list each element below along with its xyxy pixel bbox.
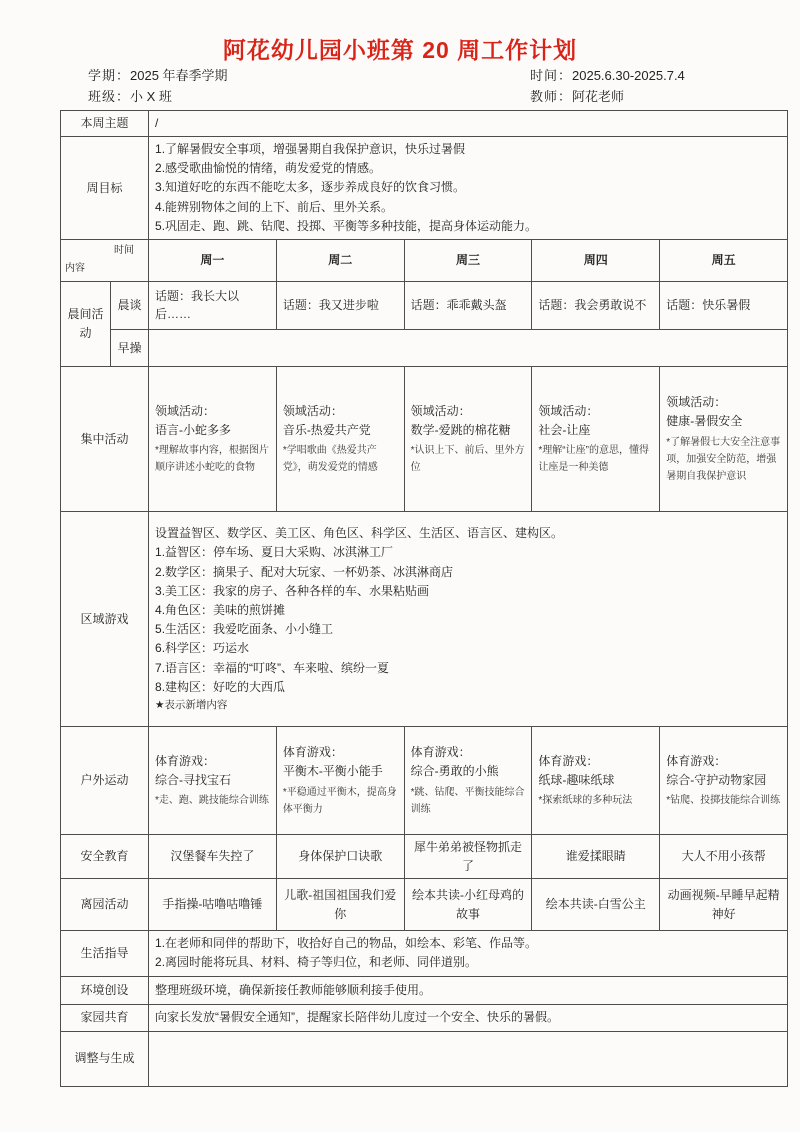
activity-note: *认识上下、前后、里外方位 [410,445,525,474]
corner-time-label: 时间 [114,244,135,256]
morning-exercise-label: 早操 [111,329,149,366]
region-label: 区域游戏 [61,511,149,726]
concentrated-row [61,366,788,511]
activity-head: 体育游戏： [410,745,471,760]
activity-note: *走、跑、跳技能综合训练 [155,795,269,807]
activity-title: 音乐-热爱共产党 [282,422,371,437]
meta-row-1 [60,65,787,86]
leave-row [61,879,788,931]
morning-exercise-cell [149,329,788,366]
outdoor-wednesday [404,726,532,834]
activity-note: *跳、钻爬、平衡技能综合训练 [410,786,525,815]
goal-line: 4.能辨别物体之间的上下、前后、里外关系。 [155,199,394,214]
activity-head: 领域活动： [282,403,343,418]
morning-exercise-row [61,329,788,366]
activity-title: 综合-守护动物家园 [666,772,767,787]
activity-note: *平稳通过平衡木，提高身体平衡力 [282,786,397,815]
region-games-row [61,511,788,726]
activity-title: 综合-勇敢的小熊 [410,764,499,779]
class-label: 班级： [88,89,131,104]
region-line: 5.生活区：我爱吃面条、小小缝工 [155,622,334,637]
environment-cell: 整理班级环境，确保新接任教师能够顺利接手使用。 [149,976,788,1004]
home-label: 家园共育 [61,1004,149,1031]
semester-label: 学期： [88,68,131,83]
adjust-label: 调整与生成 [61,1031,149,1086]
class-value: 小 X 班 [130,89,172,104]
home-row [61,1004,788,1031]
region-line: 1.益智区：停车场、夏日大采购、冰淇淋工厂 [155,545,394,560]
activity-note: *探索纸球的多种玩法 [538,795,633,807]
life-cell [149,931,788,976]
activity-head: 体育游戏： [282,745,343,760]
morning-talk-tuesday: 话题：我又进步啦 [276,281,404,329]
concentrated-wednesday [404,366,532,511]
concentrated-tuesday [276,366,404,511]
day-header-row [61,239,788,281]
activity-note: *钻爬、投掷技能综合训练 [666,795,781,807]
leave-wednesday: 绘本共读-小红母鸡的故事 [404,879,532,931]
safety-label: 安全教育 [61,834,149,878]
safety-thursday: 谁爱揉眼睛 [532,834,660,878]
region-cell [149,511,788,726]
teacher-value: 阿花老师 [572,89,625,104]
goals-cell [149,137,788,240]
day-header-thursday: 周四 [532,239,660,281]
activity-head: 领域活动： [538,403,599,418]
corner-cell [61,239,149,281]
theme-row [61,111,788,137]
activity-head: 领域活动： [666,395,727,410]
activity-title: 数学-爱跳的棉花糖 [410,422,511,437]
morning-talk-row [61,281,788,329]
safety-monday: 汉堡餐车失控了 [149,834,277,878]
concentrated-monday [149,366,277,511]
activity-title: 纸球-趣味纸球 [538,772,615,787]
activity-head: 体育游戏： [666,753,727,768]
safety-row [61,834,788,878]
activity-note: *了解暑假七大安全注意事项，加强安全防范，增强暑期自我保护意识 [666,436,781,482]
morning-talk-label: 晨谈 [111,281,149,329]
morning-talk-monday: 话题：我长大以后…… [149,281,277,329]
safety-tuesday: 身体保护口诀歌 [276,834,404,878]
goal-line: 3.知道好吃的东西不能吃太多，逐步养成良好的饮食习惯。 [155,180,466,195]
environment-label: 环境创设 [61,976,149,1004]
day-header-wednesday: 周三 [404,239,532,281]
activity-note: *学唱歌曲《热爱共产党》，萌发爱党的情感 [282,445,378,474]
adjust-cell [149,1031,788,1086]
concentrated-thursday [532,366,660,511]
activity-head: 体育游戏： [538,753,599,768]
leave-tuesday: 儿歌-祖国祖国我们爱你 [276,879,404,931]
morning-talk-wednesday: 话题：乖乖戴头盔 [404,281,532,329]
day-header-tuesday: 周二 [276,239,404,281]
region-line: 8.建构区：好吃的大西瓜 [155,679,286,694]
leave-monday: 手指操-咕噜咕噜锤 [149,879,277,931]
activity-head: 领域活动： [410,403,471,418]
morning-label: 晨间活动 [61,281,111,366]
teacher-label: 教师： [530,89,573,104]
region-line: 3.美工区：我家的房子、各种各样的车、水果粘贴画 [155,583,430,598]
region-line: 设置益智区、数学区、美工区、角色区、科学区、生活区、语言区、建构区。 [155,526,564,541]
goals-label: 周目标 [61,137,149,240]
meta-row-2 [60,86,787,107]
activity-title: 语言-小蛇多多 [155,422,232,437]
activity-head: 领域活动： [155,403,216,418]
goals-row [61,137,788,240]
leave-friday: 动画视频-早睡早起精神好 [660,879,788,931]
outdoor-row [61,726,788,834]
region-line: 2.数学区：摘果子、配对大玩家、一杯奶茶、冰淇淋商店 [155,564,454,579]
day-header-friday: 周五 [660,239,788,281]
goal-line: 5.巩固走、跑、跳、钻爬、投掷、平衡等多种技能，提高身体运动能力。 [155,218,538,233]
activity-head: 体育游戏： [155,753,216,768]
activity-title: 平衡木-平衡小能手 [282,764,383,779]
environment-row [61,976,788,1004]
life-guidance-row [61,931,788,976]
activity-title: 健康-暑假安全 [666,414,743,429]
goal-line: 1.了解暑假安全事项，增强暑期自我保护意识，快乐过暑假 [155,142,466,156]
page-title: 阿花幼儿园小班第 20 周工作计划 [222,37,578,63]
life-label: 生活指导 [61,931,149,976]
region-footnote: ★表示新增内容 [155,698,228,711]
class-field [88,89,172,104]
morning-talk-friday: 话题：快乐暑假 [660,281,788,329]
time-value: 2025.6.30-2025.7.4 [572,68,685,83]
outdoor-thursday [532,726,660,834]
outdoor-tuesday [276,726,404,834]
region-line: 4.角色区：美味的煎饼摊 [155,602,286,617]
day-header-monday: 周一 [149,239,277,281]
semester-value: 2025 年春季学期 [130,68,228,83]
life-line: 2.离园时能将玩具、材料、椅子等归位，和老师、同伴道别。 [155,955,478,970]
theme-value: / [149,111,788,137]
activity-note: *理解故事内容，根据图片顺序讲述小蛇吃的食物 [155,445,269,474]
region-line: 7.语言区：幸福的“叮咚”、车来啦、缤纷一夏 [155,660,390,675]
theme-label: 本周主题 [61,111,149,137]
activity-title: 综合-寻找宝石 [155,772,232,787]
concentrated-label: 集中活动 [61,366,149,511]
home-cell: 向家长发放“暑假安全通知”，提醒家长陪伴幼儿度过一个安全、快乐的暑假。 [149,1004,788,1031]
outdoor-monday [149,726,277,834]
goal-line: 2.感受歌曲愉悦的情绪，萌发爱党的情感。 [155,161,382,176]
weekly-plan-table [60,110,788,1087]
outdoor-label: 户外运动 [61,726,149,834]
activity-note: *理解“让座”的意思，懂得让座是一种美德 [538,445,649,474]
time-label: 时间： [530,68,573,83]
teacher-field [530,86,624,107]
leave-label: 离园活动 [61,879,149,931]
activity-title: 社会-让座 [538,422,591,437]
leave-thursday: 绘本共读-白雪公主 [532,879,660,931]
life-line: 1.在老师和同伴的帮助下，收拾好自己的物品，如绘本、彩笔、作品等。 [155,936,538,951]
outdoor-friday [660,726,788,834]
region-line: 6.科学区：巧运水 [155,641,250,656]
concentrated-friday [660,366,788,511]
semester-field [88,68,228,83]
safety-wednesday: 犀牛弟弟被怪物抓走了 [404,834,532,878]
corner-content-label: 内容 [65,263,85,275]
adjust-row [61,1031,788,1086]
time-field [530,65,685,86]
morning-talk-thursday: 话题：我会勇敢说不 [532,281,660,329]
safety-friday: 大人不用小孩帮 [660,834,788,878]
